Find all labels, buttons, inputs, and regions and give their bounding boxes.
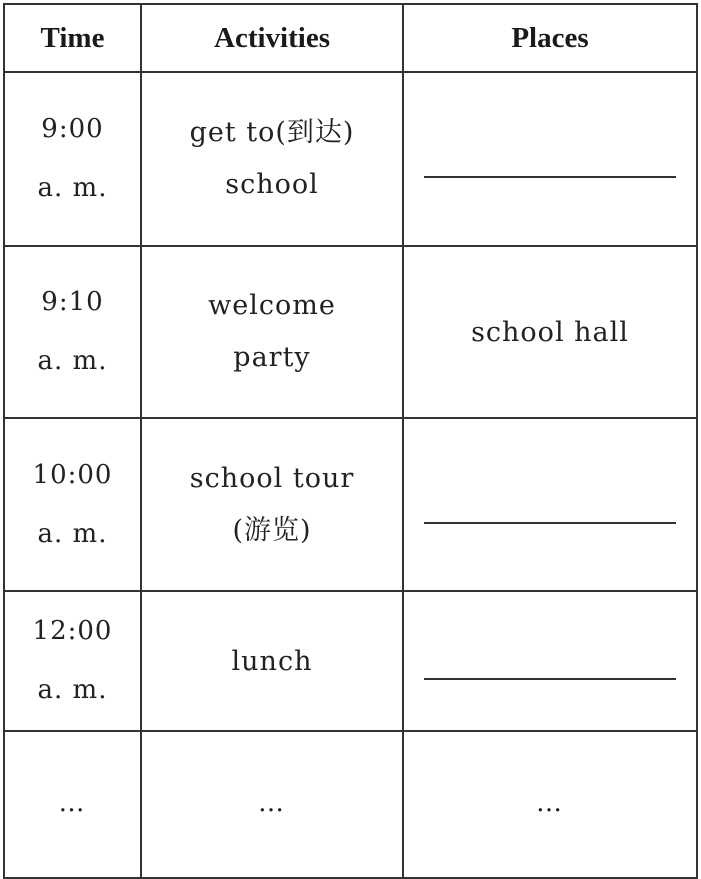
time-value: 12:00 xyxy=(32,616,113,647)
table-row xyxy=(4,418,697,591)
schedule-table xyxy=(3,3,698,879)
time-value: 10:00 xyxy=(32,459,113,490)
activity-text: school xyxy=(225,169,319,200)
time-period: a. m. xyxy=(37,675,108,705)
activity-text: (游览) xyxy=(232,514,312,546)
activity-text: get to(到达) xyxy=(189,117,355,149)
place-cell xyxy=(403,246,697,418)
ellipsis-text: … xyxy=(58,787,87,818)
activity-cell xyxy=(141,418,403,591)
header-places: Places xyxy=(403,4,697,72)
time-cell xyxy=(4,418,141,591)
answer-blank[interactable] xyxy=(424,678,676,680)
ellipsis-text: … xyxy=(258,787,286,818)
header-activities: Activities xyxy=(141,4,403,72)
answer-blank[interactable] xyxy=(424,176,676,178)
time-cell xyxy=(4,591,141,731)
place-text: school hall xyxy=(471,316,629,348)
time-period: a. m. xyxy=(37,346,108,376)
activity-cell xyxy=(141,591,403,731)
place-cell xyxy=(403,731,697,878)
time-cell xyxy=(4,731,141,878)
activity-cell xyxy=(141,246,403,418)
table-row xyxy=(4,591,697,731)
table-row xyxy=(4,72,697,246)
activity-text: party xyxy=(233,342,311,373)
activity-text: welcome xyxy=(208,290,336,322)
time-value: 9:10 xyxy=(41,287,104,318)
table-row xyxy=(4,731,697,878)
activity-cell xyxy=(141,72,403,246)
header-time: Time xyxy=(4,4,141,72)
time-period: a. m. xyxy=(37,173,108,203)
time-period: a. m. xyxy=(37,518,108,549)
answer-blank[interactable] xyxy=(424,522,676,524)
time-cell xyxy=(4,72,141,246)
ellipsis-text: … xyxy=(536,787,564,818)
place-cell[interactable] xyxy=(403,72,697,246)
time-cell xyxy=(4,246,141,418)
activity-cell xyxy=(141,731,403,878)
header-row xyxy=(4,4,697,72)
activity-text: lunch xyxy=(231,645,313,677)
time-value: 9:00 xyxy=(41,114,104,145)
place-cell[interactable] xyxy=(403,591,697,731)
activity-text: school tour xyxy=(189,462,355,494)
place-cell[interactable] xyxy=(403,418,697,591)
table-row xyxy=(4,246,697,418)
